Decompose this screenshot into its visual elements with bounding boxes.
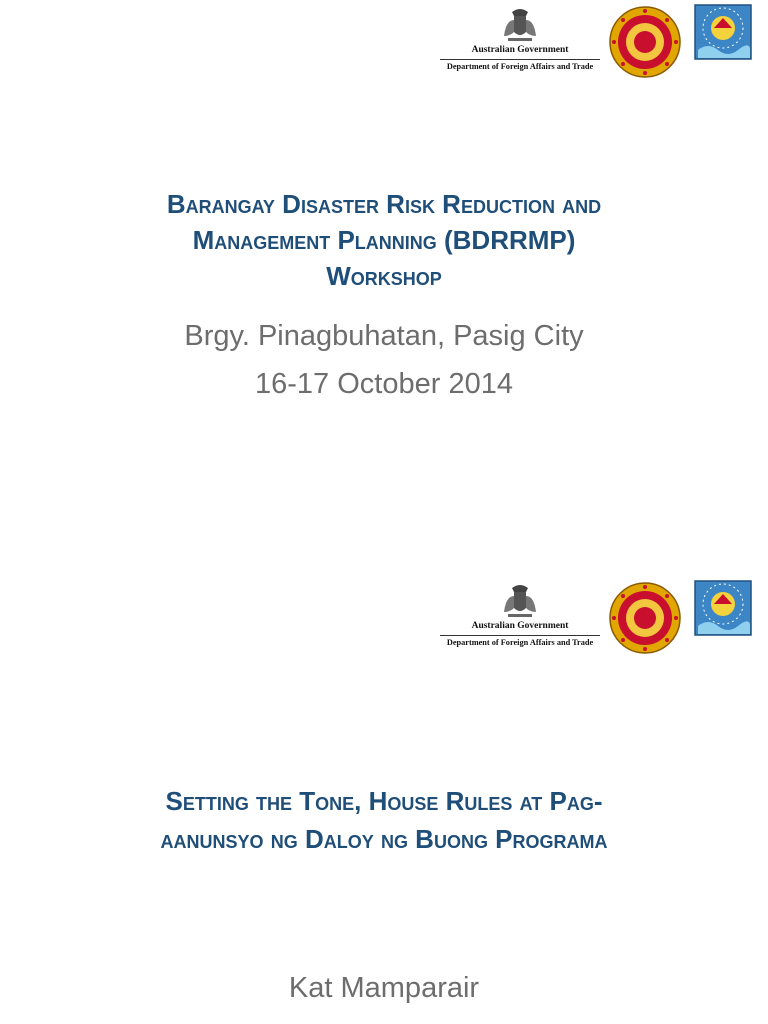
title-line: Barangay Disaster Risk Reduction and — [166, 189, 602, 219]
local-government-seal-icon — [608, 5, 682, 79]
slide-title — [0, 186, 768, 294]
divider — [440, 635, 600, 636]
divider — [440, 59, 600, 60]
government-name: Australian Government — [471, 45, 569, 55]
australian-coat-of-arms-icon — [498, 582, 542, 620]
title-line: aanunsyo ng Daloy ng Buong Programa — [160, 824, 608, 854]
australian-coat-of-arms-icon — [498, 6, 542, 44]
australian-government-logo — [440, 580, 600, 660]
logo-header — [440, 4, 760, 84]
local-government-seal-icon — [608, 581, 682, 655]
presenter-name: Kat Mamparair — [288, 972, 480, 1004]
date-text: 16-17 October 2014 — [255, 368, 513, 400]
drrnet-philippines-logo-icon — [694, 4, 754, 62]
logo-header — [440, 580, 760, 660]
government-name: Australian Government — [471, 621, 569, 631]
drrnet-logo — [694, 4, 754, 84]
department-name: Department of Foreign Affairs and Trade — [446, 638, 594, 647]
department-name: Department of Foreign Affairs and Trade — [446, 62, 594, 71]
title-line: Workshop — [326, 261, 442, 291]
drrnet-philippines-logo-icon — [694, 580, 754, 638]
title-line: Setting the Tone, House Rules at Pag- — [165, 786, 603, 816]
venue-text: Brgy. Pinagbuhatan, Pasig City — [184, 320, 584, 352]
title-line: Management Planning (BDRRMP) — [192, 225, 576, 255]
australian-government-logo — [440, 4, 600, 84]
drrnet-logo — [694, 580, 754, 660]
slide-title — [0, 782, 768, 858]
slide-2 — [0, 512, 768, 1024]
